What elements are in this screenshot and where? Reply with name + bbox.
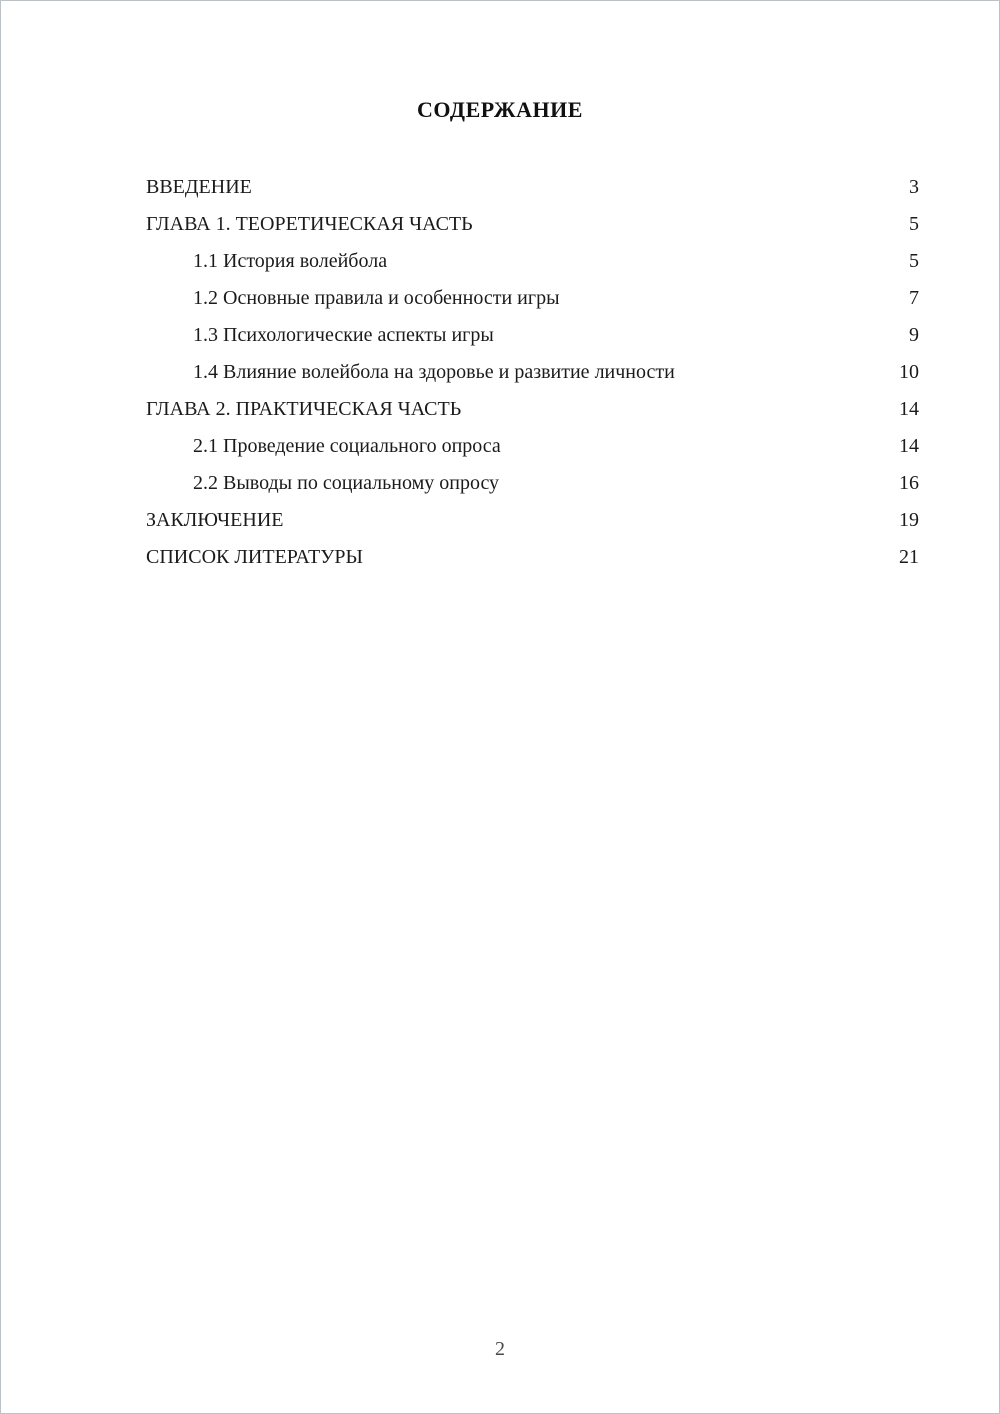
toc-entry [146,206,919,243]
toc-entry-label: 1.1 История волейбола [193,250,388,272]
toc-entry-page-number: 14 [899,435,919,457]
toc-entry-page-number: 21 [899,546,919,568]
toc-entry [146,243,919,280]
toc-entry [146,391,919,428]
toc-entry [146,539,919,576]
toc-entry-label: ГЛАВА 2. ПРАКТИЧЕСКАЯ ЧАСТЬ [146,398,462,420]
toc-entry-page-number: 3 [909,176,919,198]
toc-entry-page-number: 7 [909,287,919,309]
toc-entry [146,428,919,465]
toc-entry-label: ГЛАВА 1. ТЕОРЕТИЧЕСКАЯ ЧАСТЬ [146,213,473,235]
toc-entry-page-number: 14 [899,398,919,420]
toc-entry-label: 2.2 Выводы по социальному опросу [193,472,500,494]
footer-page-number: 2 [495,1338,505,1360]
toc-entry [146,317,919,354]
toc-entry-label: ВВЕДЕНИЕ [146,176,252,198]
toc-entry [146,354,919,391]
page-title: СОДЕРЖАНИЕ [417,97,583,122]
toc-list [146,169,919,576]
toc-entry-label: ЗАКЛЮЧЕНИЕ [146,509,284,531]
toc-entry-label: 1.2 Основные правила и особенности игры [193,287,560,309]
toc-entry-page-number: 9 [909,324,919,346]
toc-entry-page-number: 5 [909,213,919,235]
toc-entry-page-number: 19 [899,509,919,531]
toc-entry-page-number: 16 [899,472,919,494]
toc-entry-page-number: 5 [909,250,919,272]
toc-entry-page-number: 10 [899,361,919,383]
toc-entry [146,169,919,206]
toc-entry [146,280,919,317]
toc-entry-label: 1.3 Психологические аспекты игры [193,324,494,346]
toc-entry [146,465,919,502]
toc-entry-label: 2.1 Проведение социального опроса [193,435,501,457]
toc-entry [146,502,919,539]
toc-entry-label: СПИСОК ЛИТЕРАТУРЫ [146,546,363,568]
toc-entry-label: 1.4 Влияние волейбола на здоровье и развитие личности [193,361,675,383]
